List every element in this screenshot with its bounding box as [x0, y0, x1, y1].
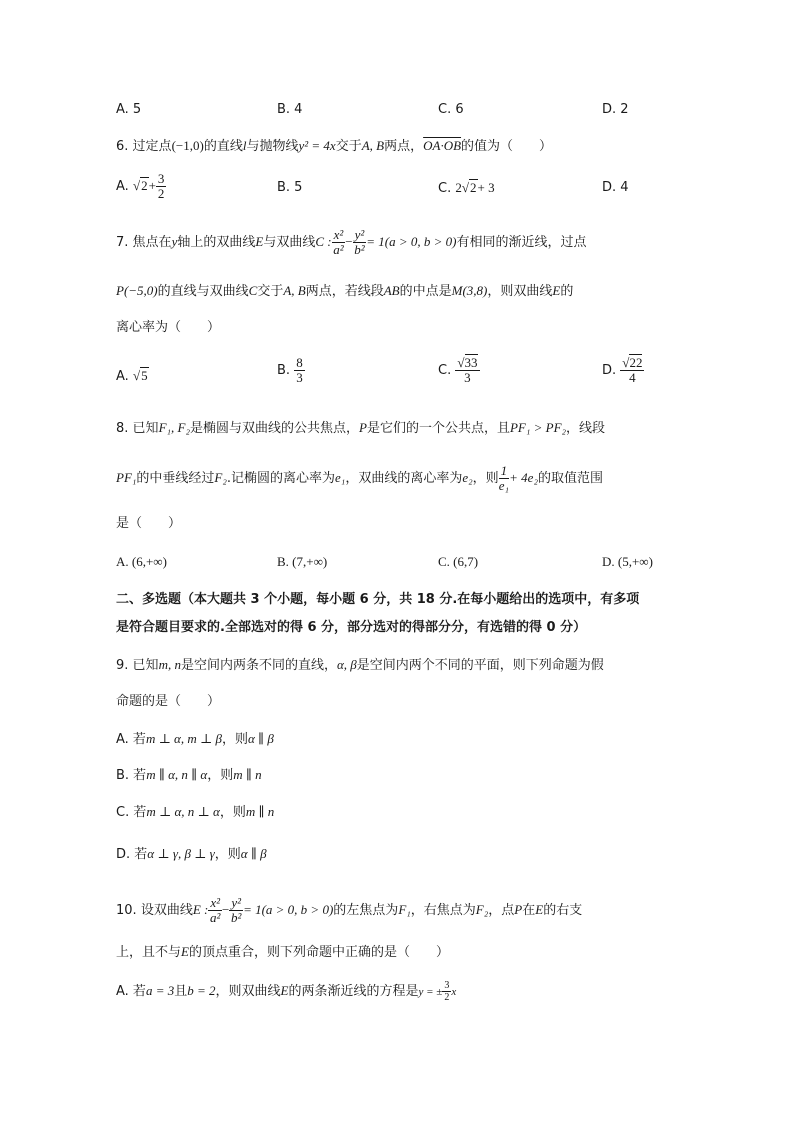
- numerator: y²: [354, 227, 365, 242]
- q10-option-a: [116, 980, 456, 1003]
- numerator: √33: [457, 355, 478, 370]
- condition: m ∥ α, n ∥ α: [146, 767, 208, 782]
- q6-option-b: B. 5: [277, 180, 303, 195]
- q8-inequality: PF₁ > PF₂: [509, 420, 567, 435]
- option-label: D. 若: [116, 847, 148, 862]
- q6-stem: [116, 136, 552, 157]
- q8-stem-line2: [116, 464, 603, 493]
- condition: m ⊥ α, n ⊥ α: [146, 804, 220, 819]
- q10-var: E :: [192, 902, 209, 917]
- q10-text: ，右焦点为: [410, 903, 476, 918]
- sqrt: √2: [461, 180, 477, 195]
- q6-option-d: D. 4: [602, 180, 629, 195]
- q7-text: 有相同的渐近线，过点: [456, 235, 587, 250]
- q5-option-d: D. 2: [602, 102, 629, 117]
- coefficient: 2: [455, 180, 462, 195]
- text: 的两条渐近线的方程是: [288, 984, 419, 999]
- q7-option-b: [277, 356, 305, 385]
- q8-text: 是它们的一个公共点，且: [366, 421, 510, 436]
- section-2-heading-line2: 是符合题目要求的.全部选对的得 6 分，部分选对的得部分分，有选错的得 0 分）: [116, 620, 587, 635]
- q10-equation: = 1(a > 0, b > 0): [243, 902, 334, 917]
- q9-var: m, n: [158, 657, 181, 672]
- condition: a = 3: [145, 983, 175, 998]
- q8-text: ，线段: [566, 421, 606, 436]
- fraction: [620, 356, 644, 385]
- numerator: 3: [157, 171, 165, 186]
- option-label: A. 若: [116, 732, 146, 747]
- text: ，则: [214, 847, 241, 862]
- q9-var: α, β: [336, 657, 357, 672]
- fraction: [499, 464, 510, 493]
- option-label: A.: [116, 369, 129, 384]
- condition: m ⊥ α, m ⊥ β: [145, 731, 222, 746]
- denominator: b²: [231, 910, 242, 925]
- q7-var: A, B: [283, 283, 306, 298]
- fraction: [332, 228, 346, 257]
- q9-stem-line2: 命题的是（ ）: [116, 694, 221, 709]
- q7-var: C :: [315, 234, 332, 249]
- q10-text: 在: [522, 903, 536, 918]
- conclusion: m ∥ n: [233, 767, 262, 782]
- q8-var: e₂: [462, 470, 473, 485]
- q6-option-a: [116, 172, 166, 201]
- numerator: x²: [210, 895, 221, 910]
- q9-number: 9.: [116, 658, 129, 673]
- q7-text: 轴上的双曲线: [177, 235, 256, 250]
- fraction: [455, 356, 479, 385]
- q10-number: 10.: [116, 903, 137, 918]
- denominator: a²: [333, 242, 344, 257]
- radicand: 33: [464, 355, 478, 370]
- q7-text: 的: [560, 284, 574, 299]
- q7-text: 与双曲线: [263, 235, 316, 250]
- q6-text: 两点，: [384, 139, 424, 154]
- q8-option-b: B. (7,+∞): [277, 554, 328, 569]
- q7-stem-line1: [116, 228, 587, 257]
- numerator: 1: [500, 463, 508, 478]
- q6-vector-product: OA·OB: [423, 138, 462, 153]
- q7-var: E: [255, 234, 264, 249]
- q7-text: 的直线与双曲线: [157, 284, 249, 299]
- option-label: A.: [116, 179, 129, 194]
- text: ，则: [219, 805, 246, 820]
- denominator: 2: [157, 186, 165, 201]
- radicand: 5: [141, 368, 148, 383]
- numerator: 8: [296, 355, 303, 370]
- q10-var: F₂: [475, 902, 489, 917]
- q8-stem-line3: 是（ ）: [116, 516, 182, 531]
- q7-var: y: [171, 234, 178, 249]
- denominator: 4: [629, 370, 636, 385]
- q10-text: 设双曲线: [140, 903, 193, 918]
- q10-text: 的右支: [543, 903, 583, 918]
- q8-var: PF₁: [116, 470, 137, 485]
- denominator: b²: [354, 242, 365, 257]
- q8-text: ，双曲线的离心率为: [345, 471, 463, 486]
- q6-number: 6.: [116, 139, 129, 154]
- q7-option-d: [602, 356, 644, 385]
- q8-option-d: D. (5,+∞): [602, 554, 653, 569]
- text: ，则: [221, 732, 248, 747]
- q6-point: (−1,0): [171, 138, 204, 153]
- q8-stem-line1: [116, 418, 605, 439]
- radicand: 22: [629, 355, 643, 370]
- fraction: [208, 896, 222, 925]
- q7-text: ，则双曲线: [487, 284, 553, 299]
- q7-point: M(3,8): [451, 283, 488, 298]
- q6-text: 过定点: [132, 139, 172, 154]
- var: E: [280, 983, 289, 998]
- q10-text: 的顶点重合，则下列命题中正确的是（ ）: [188, 945, 449, 960]
- sqrt: √5: [132, 368, 148, 383]
- q7-var: AB: [383, 283, 400, 298]
- option-label: C.: [438, 181, 452, 196]
- denominator: 3: [296, 370, 303, 385]
- q8-text: .记椭圆的离心率为: [226, 471, 336, 486]
- q5-option-c: C. 6: [438, 102, 464, 117]
- q7-text: 的中点是: [399, 284, 452, 299]
- q8-option-c: C. (6,7): [438, 554, 479, 569]
- q10-var: E: [181, 944, 189, 959]
- q10-stem-line2: [116, 942, 449, 963]
- q10-var: F₁: [398, 902, 411, 917]
- conclusion: m ∥ n: [245, 804, 275, 819]
- q9-option-b: [116, 765, 262, 786]
- q8-var: F₂: [214, 470, 227, 485]
- denominator: a²: [210, 910, 221, 925]
- q7-text: 焦点在: [132, 235, 172, 250]
- condition: α ⊥ γ, β ⊥ γ: [147, 846, 215, 861]
- q6-text: 交于: [335, 139, 362, 154]
- q9-option-d: [116, 844, 267, 865]
- asymptote-eq: y = ±: [418, 986, 443, 998]
- q10-stem-line1: [116, 896, 582, 925]
- q9-option-c: [116, 802, 274, 823]
- option-label: B. 若: [116, 768, 147, 783]
- plus: +: [148, 178, 156, 193]
- numerator: x²: [333, 227, 344, 242]
- q5-option-b: B. 4: [277, 102, 303, 117]
- q7-point: P(−5,0): [116, 283, 158, 298]
- q5-option-a: A. 5: [116, 102, 142, 117]
- q6-option-c: [438, 178, 495, 199]
- radicand: 2: [470, 180, 477, 195]
- numerator: √22: [622, 355, 643, 370]
- fraction: [294, 356, 305, 385]
- q9-text: 已知: [132, 658, 159, 673]
- q8-expression: + 4e₂: [509, 470, 538, 485]
- option-label: B.: [277, 363, 291, 378]
- q9-text: 是空间内两个不同的平面，则下列命题为假: [356, 658, 604, 673]
- option-label: A. 若: [116, 984, 146, 999]
- q7-equation: = 1(a > 0, b > 0): [366, 234, 457, 249]
- q9-stem-line1: [116, 655, 604, 676]
- option-label: C.: [438, 363, 452, 378]
- q10-text: 上，且不与: [116, 945, 182, 960]
- q6-text: 的直线: [203, 139, 243, 154]
- q8-number: 8.: [116, 421, 129, 436]
- q10-var: P: [514, 902, 523, 917]
- denominator: e₁: [498, 478, 510, 493]
- q8-text: 的中垂线经过: [136, 471, 215, 486]
- q7-text: 两点，若线段: [305, 284, 384, 299]
- q10-text: ，点: [488, 903, 515, 918]
- q7-stem-line3: 离心率为（ ）: [116, 320, 221, 335]
- q7-var: E: [552, 283, 561, 298]
- q10-text: 的左焦点为: [333, 903, 399, 918]
- q9-option-a: [116, 729, 274, 750]
- denominator: 3: [464, 370, 471, 385]
- var: x: [451, 986, 457, 998]
- q8-text: 已知: [132, 421, 159, 436]
- condition: b = 2: [187, 983, 216, 998]
- minus: −: [222, 902, 230, 917]
- q10-var: E: [535, 902, 544, 917]
- minus: −: [345, 234, 353, 249]
- addend: + 3: [477, 180, 495, 195]
- q7-stem-line2: [116, 281, 573, 302]
- q6-points-ab: A, B: [361, 138, 385, 153]
- sqrt: √2: [132, 178, 148, 193]
- conclusion: α ∥ β: [240, 846, 267, 861]
- q8-text: 是椭圆与双曲线的公共焦点，: [189, 421, 359, 436]
- q7-option-a: [116, 366, 149, 387]
- q8-text: 的取值范围: [537, 471, 603, 486]
- q8-var: e₁: [335, 470, 346, 485]
- q8-var: F₁, F₂: [158, 420, 190, 435]
- radicand: 2: [141, 178, 148, 193]
- option-label: C. 若: [116, 805, 147, 820]
- section-2-heading-line1: 二、多选题（本大题共 3 个小题，每小题 6 分，共 18 分.在每小题给出的选项中，有多项: [116, 592, 640, 607]
- q6-line-l: l: [242, 138, 247, 153]
- fraction: [353, 228, 367, 257]
- q8-var: P: [359, 420, 367, 435]
- conclusion: α ∥ β: [247, 731, 274, 746]
- option-label: D.: [602, 363, 617, 378]
- q9-text: 是空间内两条不同的直线，: [180, 658, 337, 673]
- q7-var: C: [248, 283, 258, 298]
- q6-parabola-eq: y² = 4x: [298, 138, 336, 153]
- q6-text: 的值为（ ）: [461, 139, 553, 154]
- text: ，则双曲线: [215, 984, 281, 999]
- q7-number: 7.: [116, 235, 129, 250]
- q8-text: ，则: [472, 471, 499, 486]
- q8-option-a: A. (6,+∞): [116, 554, 167, 569]
- fraction: [229, 896, 243, 925]
- text: 且: [174, 984, 188, 999]
- numerator: 3: [444, 980, 450, 991]
- q7-text: 交于: [257, 284, 284, 299]
- denominator: 2: [444, 992, 450, 1003]
- q7-option-c: [438, 356, 480, 385]
- fraction: [442, 980, 451, 1003]
- fraction: [156, 172, 167, 201]
- numerator: y²: [231, 895, 242, 910]
- text: ，则: [207, 768, 234, 783]
- q6-text: 与抛物线: [246, 139, 299, 154]
